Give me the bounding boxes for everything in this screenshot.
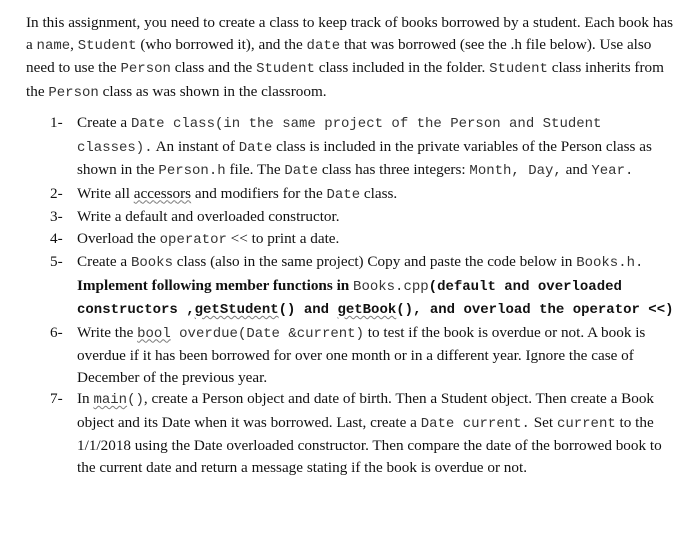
- code-operator: operator: [159, 231, 227, 248]
- task-number: 3-: [50, 208, 63, 225]
- task-text: class has three integers:: [318, 161, 470, 178]
- intro-text: class inherits from the: [26, 59, 664, 100]
- assignment-document: [26, 12, 682, 478]
- intro-text: ,: [70, 35, 78, 53]
- task-text: Create a: [77, 114, 131, 131]
- task-number: 1-: [50, 114, 63, 131]
- task-number: 7-: [50, 390, 63, 407]
- code-date: Date: [238, 139, 273, 156]
- task-text: to the 1/1/2018 using the Date overloaded constructor. Then compare the date of the borrowed book to the current date and return a message stating if the book is overdue or not.: [77, 413, 662, 476]
- code-main: main: [93, 392, 128, 408]
- code-overdue: overdue(Date &current): [170, 325, 364, 342]
- intro-text: that was borrowed (see the .h file below). Use also need to use the: [26, 35, 652, 76]
- task-text: An instant of: [152, 137, 239, 155]
- code-person: Person: [120, 61, 171, 77]
- code-current: current: [556, 415, 616, 432]
- code-bold: (default and overloaded constructors ,: [77, 278, 622, 318]
- code-date-current: Date current.: [420, 415, 530, 432]
- task-text: Set: [529, 413, 557, 431]
- code-name: name: [36, 37, 71, 54]
- intro-paragraph: [26, 12, 682, 104]
- task-text: and modifiers for the: [191, 184, 327, 202]
- task-item-6: [50, 322, 682, 389]
- task-text: class.: [360, 184, 398, 202]
- task-text: to test if the book is overdue or not. A book is overdue if it has been borrowed for over one month or in a different year. Ignore the case of December of the previous year.: [77, 323, 646, 386]
- code-month-day: Month, Day,: [469, 163, 562, 179]
- code-books-h: Books.h.: [576, 255, 644, 271]
- code-date: date: [306, 37, 341, 54]
- intro-text: In this assignment, you need to create a class to keep track of books borrowed by a student. Each book has a: [26, 14, 673, 53]
- code-year: Year.: [591, 163, 634, 179]
- spellcheck-word: accessors: [133, 184, 192, 202]
- code-date: Date: [326, 186, 361, 203]
- task-text: and: [561, 161, 592, 178]
- task-text: << to print a date.: [226, 229, 340, 247]
- task-text: file. The: [225, 161, 285, 178]
- task-text: Write a default and overloaded constructor.: [77, 208, 340, 225]
- task-text: class is included in the private variables of the Person class as shown in the: [77, 137, 652, 178]
- task-item-2: [50, 183, 682, 207]
- code-student: Student: [489, 61, 548, 77]
- task-text: Write the: [77, 323, 138, 341]
- code-getbook: getBook: [337, 302, 397, 318]
- code-books-cpp: Books.cpp: [353, 278, 429, 295]
- intro-text: class included in the folder.: [314, 59, 490, 76]
- code-books: Books: [130, 255, 173, 271]
- intro-text: class and the: [170, 59, 257, 76]
- task-item-4: [50, 228, 682, 252]
- intro-text: (who borrowed it), and the: [136, 35, 307, 53]
- task-number: 4-: [50, 229, 63, 247]
- code-bold: () and: [278, 302, 338, 318]
- task-number: 5-: [50, 253, 63, 270]
- code-person: Person: [48, 84, 99, 101]
- code-bool: bool: [137, 325, 171, 342]
- code-person-h: Person.h: [158, 163, 226, 179]
- task-item-7: [50, 388, 682, 478]
- code-date-class: Date class(in the same project of the Person and Student classes).: [77, 116, 602, 156]
- task-item-3: [50, 206, 682, 228]
- task-number: 2-: [50, 184, 63, 202]
- task-list: [26, 112, 682, 478]
- task-text: In: [77, 390, 94, 407]
- task-item-5: [50, 251, 682, 322]
- code-parens: (): [127, 392, 144, 408]
- task-text: , create a Person object and date of birth. Then a Student object. Then create a Book object and its Date when it was borrowed. Last, create a: [77, 390, 655, 431]
- code-date: Date: [284, 163, 319, 179]
- task-text: class (also in the same project) Copy and paste the code below in: [172, 253, 577, 270]
- task-text: Write all: [77, 184, 134, 202]
- task-item-1: [50, 112, 682, 183]
- task-number: 6-: [50, 323, 63, 341]
- intro-text: class as was shown in the classroom.: [98, 82, 327, 100]
- code-bold: (), and overload the operator <<): [396, 302, 674, 318]
- task-text: Overload the: [77, 229, 160, 247]
- code-student: Student: [256, 61, 315, 77]
- code-getstudent: getStudent: [194, 302, 279, 318]
- task-text: Create a: [77, 253, 131, 270]
- bold-text: Implement following member functions in: [77, 276, 354, 294]
- code-student: Student: [77, 37, 137, 54]
